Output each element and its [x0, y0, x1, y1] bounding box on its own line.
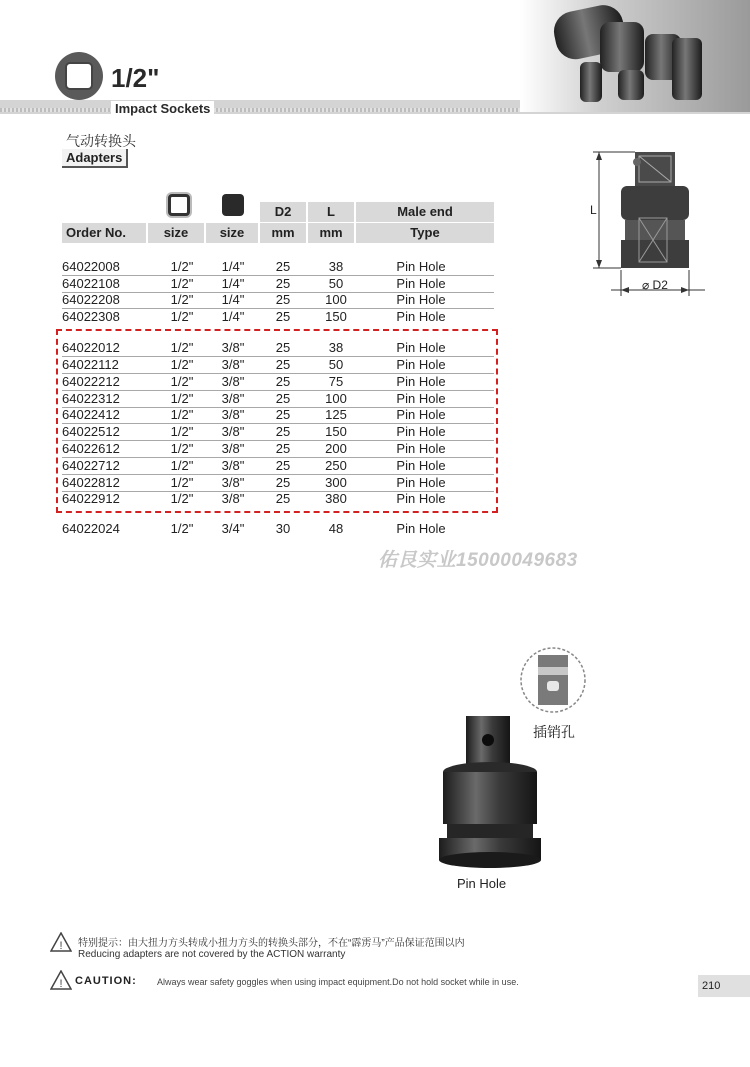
col-header-l-unit: mm [308, 223, 354, 243]
d2-cell: 25 [275, 292, 291, 307]
d2-cell: 25 [275, 475, 291, 490]
type-cell: Pin Hole [396, 407, 446, 422]
female-size-cell: 1/2" [170, 475, 194, 490]
male-size-cell: 3/8" [221, 458, 245, 473]
table-row [62, 520, 494, 537]
female-size-cell: 1/2" [170, 458, 194, 473]
order-no-cell: 64022112 [62, 357, 119, 372]
female-size-cell: 1/2" [170, 309, 194, 324]
drive-size-title: 1/2" [111, 63, 160, 93]
pin-hole-caption: Pin Hole [457, 876, 507, 891]
female-size-cell: 1/2" [170, 292, 194, 307]
female-size-cell: 1/2" [170, 521, 194, 536]
pin-hole-label-cn: 插销孔 [533, 724, 575, 740]
l-cell: 380 [325, 491, 347, 506]
type-cell: Pin Hole [396, 491, 446, 506]
warranty-note-en: Reducing adapters are not covered by the ACTION warranty [78, 949, 346, 960]
table-row [62, 258, 494, 276]
header-sockets-photo [520, 0, 750, 112]
col-header-d2-unit: mm [260, 223, 306, 243]
l-cell: 300 [325, 475, 347, 490]
table-row [62, 440, 494, 458]
l-cell: 125 [325, 407, 347, 422]
type-cell: Pin Hole [396, 276, 446, 291]
type-cell: Pin Hole [396, 357, 446, 372]
female-square-drive-icon [168, 194, 190, 216]
order-no-cell: 64022612 [62, 441, 120, 456]
l-cell: 100 [325, 391, 347, 406]
d2-cell: 25 [275, 340, 291, 355]
order-no-cell: 64022308 [62, 309, 120, 324]
square-drive-icon [65, 62, 93, 90]
section-title-cn: 气动转换头 [66, 133, 136, 149]
order-no-cell: 64022108 [62, 276, 120, 291]
type-cell: Pin Hole [396, 292, 446, 307]
order-no-cell: 64022008 [62, 259, 120, 274]
male-size-cell: 3/8" [221, 340, 245, 355]
female-size-cell: 1/2" [170, 407, 194, 422]
type-cell: Pin Hole [396, 391, 446, 406]
dimension-d2-label: ⌀ D2 [642, 278, 668, 292]
type-cell: Pin Hole [396, 309, 446, 324]
male-size-cell: 3/8" [221, 491, 245, 506]
l-cell: 75 [328, 374, 344, 389]
order-no-cell: 64022912 [62, 491, 120, 506]
male-size-cell: 1/4" [221, 276, 245, 291]
watermark: 佑艮实业15000049683 [378, 550, 578, 571]
caution-text: Always wear safety goggles when using impact equipment.Do not hold socket while in use. [157, 977, 519, 987]
female-size-cell: 1/2" [170, 424, 194, 439]
order-no-cell: 64022712 [62, 458, 120, 473]
table-row [62, 356, 494, 374]
male-size-cell: 3/8" [221, 441, 245, 456]
d2-cell: 25 [275, 374, 291, 389]
type-cell: Pin Hole [396, 458, 446, 473]
male-size-cell: 3/8" [221, 374, 245, 389]
type-cell: Pin Hole [396, 475, 446, 490]
l-cell: 250 [325, 458, 347, 473]
male-size-cell: 1/4" [221, 292, 245, 307]
d2-cell: 25 [275, 357, 291, 372]
table-row [62, 339, 494, 357]
col-header-order-no: Order No. [62, 223, 146, 243]
col-header-female-size: size [148, 223, 204, 243]
table-row [62, 423, 494, 441]
order-no-cell: 64022212 [62, 374, 120, 389]
l-cell: 150 [325, 309, 347, 324]
l-cell: 50 [328, 357, 344, 372]
svg-text:!: ! [59, 978, 63, 990]
order-no-cell: 64022012 [62, 340, 120, 355]
male-square-drive-icon [222, 194, 244, 216]
male-size-cell: 3/8" [221, 424, 245, 439]
warning-icon [50, 932, 72, 952]
order-no-cell: 64022512 [62, 424, 120, 439]
d2-cell: 25 [275, 491, 291, 506]
order-no-cell: 64022208 [62, 292, 120, 307]
type-cell: Pin Hole [396, 441, 446, 456]
male-size-cell: 3/8" [221, 475, 245, 490]
adapter-product-photo [435, 712, 545, 872]
order-no-cell: 64022812 [62, 475, 120, 490]
col-header-l: L [308, 202, 354, 222]
male-size-cell: 1/4" [221, 259, 245, 274]
table-row [62, 291, 494, 309]
d2-cell: 25 [275, 458, 291, 473]
col-header-male-size: size [206, 223, 258, 243]
male-size-cell: 3/8" [221, 391, 245, 406]
female-size-cell: 1/2" [170, 340, 194, 355]
table-row [62, 308, 494, 325]
d2-cell: 30 [275, 521, 291, 536]
d2-cell: 25 [275, 391, 291, 406]
order-no-cell: 64022024 [62, 521, 120, 536]
dimension-l-label: L [590, 203, 597, 217]
male-size-cell: 3/8" [221, 357, 245, 372]
l-cell: 100 [325, 292, 347, 307]
female-size-cell: 1/2" [170, 441, 194, 456]
type-cell: Pin Hole [396, 521, 446, 536]
l-cell: 200 [325, 441, 347, 456]
l-cell: 48 [328, 521, 344, 536]
type-cell: Pin Hole [396, 424, 446, 439]
col-header-male-end: Male end [356, 202, 494, 222]
d2-cell: 25 [275, 424, 291, 439]
female-size-cell: 1/2" [170, 391, 194, 406]
male-size-cell: 3/8" [221, 407, 245, 422]
table-row [62, 373, 494, 391]
l-cell: 50 [328, 276, 344, 291]
series-title: Impact Sockets [111, 101, 214, 116]
female-size-cell: 1/2" [170, 259, 194, 274]
type-cell: Pin Hole [396, 340, 446, 355]
order-no-cell: 64022412 [62, 407, 120, 422]
table-row [62, 457, 494, 475]
adapter-dimension-diagram [585, 140, 715, 300]
type-cell: Pin Hole [396, 374, 446, 389]
d2-cell: 25 [275, 309, 291, 324]
page-number: 210 [698, 975, 750, 997]
table-row [62, 406, 494, 424]
l-cell: 38 [328, 340, 344, 355]
d2-cell: 25 [275, 259, 291, 274]
pin-hole-detail-inset [518, 645, 588, 715]
d2-cell: 25 [275, 276, 291, 291]
warranty-note-cn: 特别提示：由大扭力方头转成小扭力方头的转换头部分，不在“霹雳马”产品保证范围以内 [78, 938, 465, 949]
d2-cell: 25 [275, 407, 291, 422]
type-cell: Pin Hole [396, 259, 446, 274]
male-size-cell: 1/4" [221, 309, 245, 324]
male-size-cell: 3/4" [221, 521, 245, 536]
svg-text:!: ! [59, 940, 63, 952]
l-cell: 38 [328, 259, 344, 274]
col-header-type: Type [356, 223, 494, 243]
d2-cell: 25 [275, 441, 291, 456]
table-row [62, 490, 494, 507]
caution-icon [50, 970, 72, 990]
female-size-cell: 1/2" [170, 357, 194, 372]
female-size-cell: 1/2" [170, 491, 194, 506]
caution-label: CAUTION: [75, 975, 137, 987]
section-title-en: Adapters [62, 149, 128, 168]
col-header-d2: D2 [260, 202, 306, 222]
l-cell: 150 [325, 424, 347, 439]
female-size-cell: 1/2" [170, 374, 194, 389]
order-no-cell: 64022312 [62, 391, 120, 406]
female-size-cell: 1/2" [170, 276, 194, 291]
